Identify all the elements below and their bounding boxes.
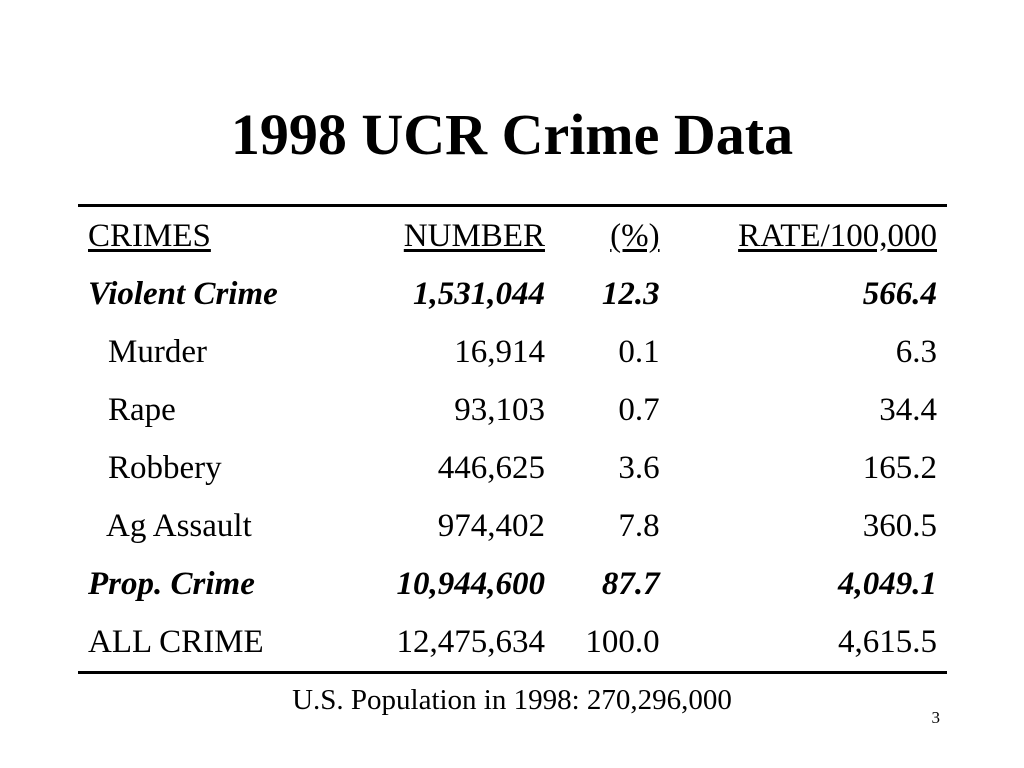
crime-percent: 3.6	[618, 449, 660, 486]
crime-percent: 0.1	[618, 333, 660, 370]
crime-name-cell	[78, 323, 363, 381]
crime-name: ALL CRIME	[88, 623, 264, 660]
crime-number: 10,944,600	[396, 565, 545, 602]
crime-name-cell	[78, 439, 363, 497]
crime-rate: 4,049.1	[838, 565, 937, 602]
crime-number: 446,625	[437, 449, 545, 486]
header-number: NUMBER	[403, 217, 545, 254]
crime-percent: 7.8	[618, 507, 660, 544]
crime-number: 16,914	[454, 333, 545, 370]
crime-percent: 0.7	[618, 391, 660, 428]
crime-rate: 566.4	[862, 275, 937, 312]
crime-name-cell	[78, 497, 363, 555]
crime-name: Ag Assault	[106, 507, 252, 544]
slide-title: 1998 UCR Crime Data	[230, 102, 794, 167]
crime-number: 974,402	[437, 507, 545, 544]
crime-data-table	[78, 204, 947, 674]
crime-rate: 360.5	[862, 507, 937, 544]
header-percent: (%)	[610, 217, 660, 254]
crime-name-cell	[78, 381, 363, 439]
crime-percent: 100.0	[585, 623, 660, 660]
table-row-property-crime	[78, 555, 947, 613]
table-row-violent-crime	[78, 265, 947, 323]
crime-rate: 34.4	[879, 391, 937, 428]
crime-number: 93,103	[454, 391, 545, 428]
crime-number: 1,531,044	[412, 275, 545, 312]
crime-number: 12,475,634	[396, 623, 545, 660]
table-row-murder	[78, 323, 947, 381]
crime-name: Prop. Crime	[88, 565, 255, 602]
table-row-rape	[78, 381, 947, 439]
crime-name: Robbery	[108, 449, 222, 486]
population-footnote: U.S. Population in 1998: 270,296,000	[292, 684, 732, 716]
crime-percent: 12.3	[601, 275, 660, 312]
table-row-ag-assault	[78, 497, 947, 555]
header-rate: RATE/100,000	[738, 217, 937, 254]
table-row-robbery	[78, 439, 947, 497]
crime-name: Rape	[108, 391, 176, 428]
crime-rate: 165.2	[862, 449, 937, 486]
table-row-all-crime	[78, 613, 947, 673]
crime-percent: 87.7	[601, 565, 660, 602]
header-crimes: CRIMES	[88, 217, 211, 254]
crime-name: Violent Crime	[88, 275, 278, 312]
table-header-row	[78, 206, 947, 266]
crime-rate: 4,615.5	[838, 623, 937, 660]
crime-name: Murder	[108, 333, 207, 370]
crime-rate: 6.3	[895, 333, 937, 370]
page-number: 3	[931, 708, 940, 727]
